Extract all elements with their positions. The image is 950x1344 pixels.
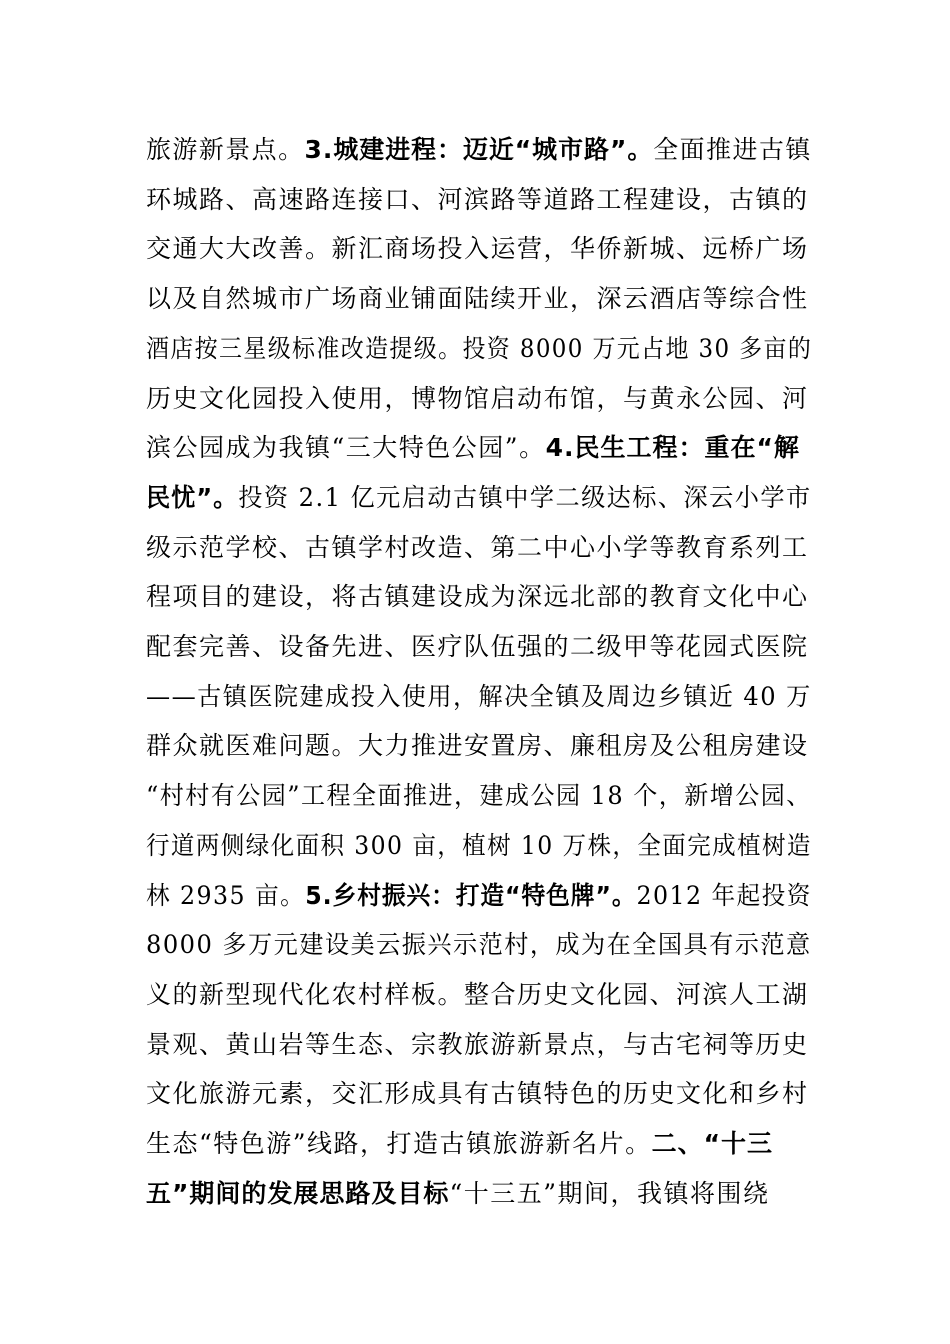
text-line xyxy=(146,478,812,518)
text-line xyxy=(146,627,809,667)
text-line xyxy=(146,1025,809,1065)
text-line xyxy=(146,528,809,568)
body-text: 群众就医难问题。大力推进安置房、廉租房及公租房建设 xyxy=(146,731,809,761)
body-text: 2012 年起投资 xyxy=(636,880,812,910)
body-text: 全面推进古镇 xyxy=(653,135,812,164)
bold-heading-text: 4.民生工程：重在“解 xyxy=(545,433,800,463)
text-line xyxy=(146,379,809,419)
body-text: 旅游新景点。 xyxy=(146,135,305,164)
text-line xyxy=(146,677,812,717)
text-line xyxy=(146,1124,773,1164)
body-text: 投资 2.1 亿元启动古镇中学二级达标、深云小学市 xyxy=(238,482,812,512)
text-line xyxy=(146,776,812,816)
body-text: 景观、黄山岩等生态、宗教旅游新景点，与古宅祠等历史 xyxy=(146,1029,809,1059)
body-text: 8000 多万元建设美云振兴示范村，成为在全国具有示范意 xyxy=(146,930,812,960)
body-text: 行道两侧绿化面积 300 亩，植树 10 万株，全面完成植树造 xyxy=(146,830,812,860)
text-line xyxy=(146,180,809,220)
text-line xyxy=(146,975,809,1015)
text-line xyxy=(146,130,812,170)
body-text: 酒店按三星级标准改造提级。投资 8000 万元占地 30 多亩的 xyxy=(146,333,813,363)
bold-heading-text: 3.城建进程：迈近“城市路”。 xyxy=(304,135,654,164)
body-text: 义的新型现代化农村样板。整合历史文化园、河滨人工湖 xyxy=(146,979,809,1009)
text-line xyxy=(146,826,812,866)
body-text: 以及自然城市广场商业铺面陆续开业，深云酒店等综合性 xyxy=(146,284,809,314)
text-line xyxy=(146,726,809,766)
text-line xyxy=(146,1074,809,1114)
body-text: 交通大大改善。新汇商场投入运营，华侨新城、远桥广场 xyxy=(146,234,809,264)
body-text: 生态“特色游”线路，打造古镇旅游新名片。 xyxy=(146,1129,652,1158)
body-text: ——古镇医院建成投入使用，解决全镇及周边乡镇近 40 万 xyxy=(146,681,812,711)
text-line xyxy=(146,229,809,269)
text-line xyxy=(146,925,812,965)
body-text: “十三五”期间，我镇将围绕 xyxy=(449,1178,770,1208)
text-line xyxy=(146,876,812,916)
body-text: 级示范学校、古镇学村改造、第二中心小学等教育系列工 xyxy=(146,532,809,562)
body-text: 滨公园成为我镇“三大特色公园”。 xyxy=(146,433,546,463)
body-text: 程项目的建设，将古镇建设成为深远北部的教育文化中心 xyxy=(146,582,809,612)
body-text: 环城路、高速路连接口、河滨路等道路工程建设，古镇的 xyxy=(146,184,809,214)
body-text: 配套完善、设备先进、医疗队伍强的二级甲等花园式医院 xyxy=(146,632,809,661)
bold-heading-text: 二、“十三 xyxy=(651,1129,774,1158)
bold-heading-text: 五”期间的发展思路及目标 xyxy=(146,1178,450,1208)
text-line xyxy=(146,279,809,319)
text-line xyxy=(146,1174,770,1214)
body-text: 历史文化园投入使用，博物馆启动布馆，与黄永公园、河 xyxy=(146,383,809,413)
body-text: 林 2935 亩。 xyxy=(146,880,306,910)
bold-heading-text: 5.乡村振兴：打造“特色牌”。 xyxy=(305,880,637,910)
bold-heading-text: 民忧”。 xyxy=(146,482,239,512)
body-text: 文化旅游元素，交汇形成具有古镇特色的历史文化和乡村 xyxy=(146,1079,809,1109)
text-line xyxy=(146,428,800,468)
text-line xyxy=(146,577,809,617)
body-text: “村村有公园”工程全面推进，建成公园 18 个，新增公园、 xyxy=(146,781,812,811)
text-line xyxy=(146,329,812,369)
